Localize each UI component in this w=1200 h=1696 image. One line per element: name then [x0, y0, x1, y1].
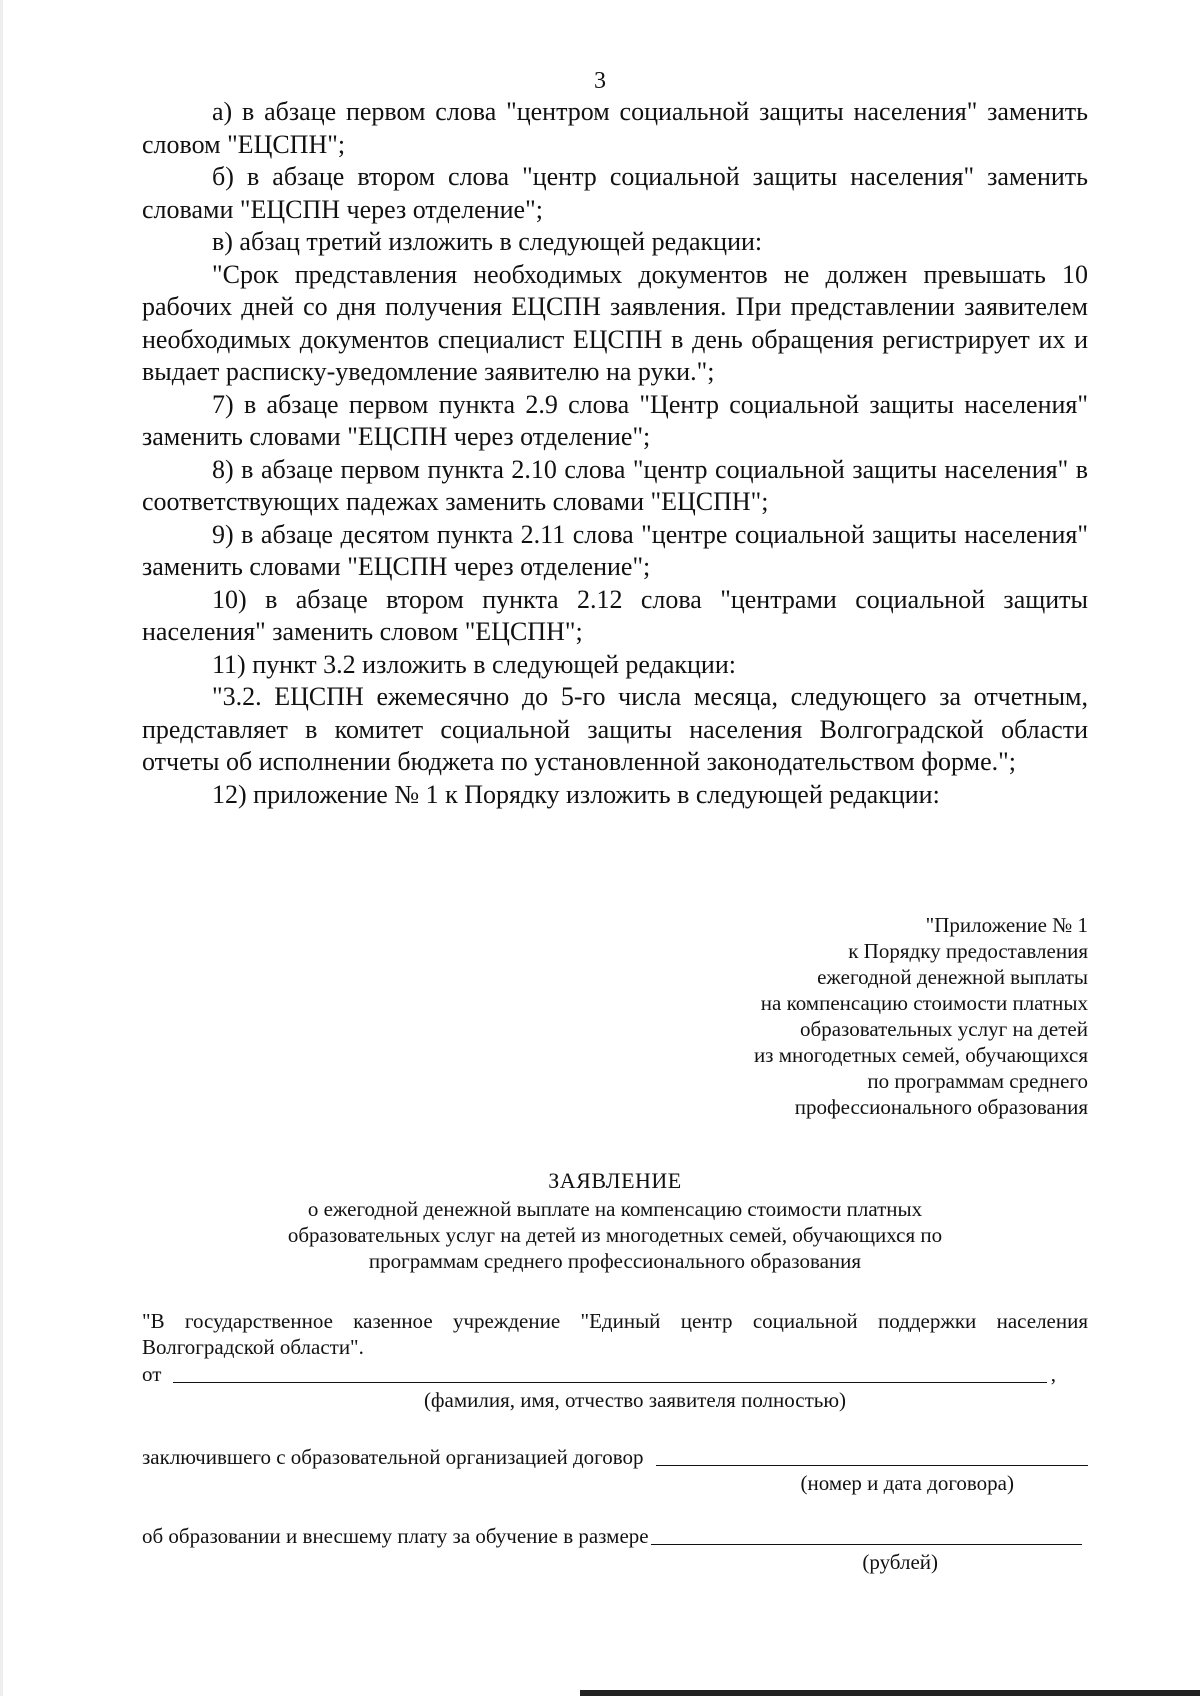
paragraph: 12) приложение № 1 к Порядку изложить в следующей редакции:: [212, 779, 940, 809]
paragraph: 7) в абзаце первом пункта 2.9 слова "Центр социальной защиты населения" заменить словами "ЕЦСПН через отделение";: [142, 389, 1088, 451]
statement-subtitle-line: образовательных услуг на детей из многодетных семей, обучающихся по: [287, 1223, 943, 1247]
paragraph: б) в абзаце втором слова "центр социальной защиты населения" заменить словами "ЕЦСПН через отделение";: [142, 162, 1088, 224]
appendix-line: к Порядку предоставления: [848, 939, 1088, 963]
paragraph: 8) в абзаце первом пункта 2.10 слова "центр социальной защиты населения" в соответствующих падежах заменить словами "ЕЦСПН";: [142, 454, 1088, 516]
page-number: 3: [594, 68, 606, 94]
applicant-name-field[interactable]: [173, 1360, 1046, 1383]
scan-edge: [0, 0, 3, 1696]
statement-heading: [142, 1168, 1088, 1274]
applicant-caption: (фамилия, имя, отчество заявителя полностью): [423, 1388, 847, 1412]
paragraph: "Срок представления необходимых документов не должен превышать 10 рабочих дней со дня получения ЕЦСПН заявления. При представлении заявителем необходимых документов специалист ЕЦСПН в день обращения регистрирует их и выдает расписку-уведомление заявителю на руки.";: [142, 259, 1088, 386]
statement-subtitle-line: программам среднего профессионального образования: [368, 1249, 862, 1273]
statement-subtitle-line: о ежегодной денежной выплате на компенсацию стоимости платных: [307, 1197, 923, 1221]
statement-title: ЗАЯВЛЕНИЕ: [548, 1168, 682, 1193]
application-form: [142, 1308, 1088, 1575]
contract-caption: (номер и дата договора): [800, 1471, 1014, 1495]
payment-amount-field[interactable]: [651, 1522, 1082, 1545]
contract-row: [142, 1443, 1088, 1470]
appendix-header: [528, 912, 1088, 1120]
paragraph: "3.2. ЕЦСПН ежемесячно до 5-го числа месяца, следующего за отчетным, представляет в комитет социальной защиты населения Волгоградской области отчеты об исполнении бюджета по установленной законодательством форме.";: [142, 682, 1088, 776]
paragraph: 9) в абзаце десятом пункта 2.11 слова "центре социальной защиты населения" заменить словами "ЕЦСПН через отделение";: [142, 519, 1088, 581]
from-suffix: ,: [1050, 1362, 1056, 1386]
appendix-line: "Приложение № 1: [925, 913, 1088, 937]
payment-row: [142, 1522, 1088, 1549]
paragraph: 11) пункт 3.2 изложить в следующей редакции:: [212, 649, 736, 679]
from-label: от: [142, 1362, 162, 1386]
payment-caption: (рублей): [862, 1550, 938, 1574]
scan-bottom-shadow: [580, 1690, 1200, 1696]
appendix-line: из многодетных семей, обучающихся: [753, 1043, 1088, 1067]
appendix-line: профессионального образования: [794, 1095, 1088, 1119]
contract-field[interactable]: [656, 1443, 1088, 1466]
appendix-line: по программам среднего: [867, 1069, 1088, 1093]
paragraph: в) абзац третий изложить в следующей редакции:: [212, 227, 763, 256]
appendix-line: ежегодной денежной выплаты: [817, 965, 1088, 989]
appendix-line: на компенсацию стоимости платных: [760, 991, 1088, 1015]
applicant-row: [142, 1360, 1088, 1387]
recipient-text: "В государственное казенное учреждение "Единый центр социальной поддержки населения Волгоградской области".: [142, 1309, 1088, 1359]
payment-label: об образовании и внесшему плату за обучение в размере: [142, 1524, 649, 1548]
contract-label: заключившего с образовательной организацией договор: [142, 1445, 644, 1469]
amendments-text: [142, 96, 1088, 811]
paragraph: а) в абзаце первом слова "центром социальной защиты населения" заменить словом "ЕЦСПН";: [142, 97, 1088, 159]
appendix-line: образовательных услуг на детей: [800, 1017, 1088, 1041]
paragraph: 10) в абзаце втором пункта 2.12 слова "центрами социальной защиты населения" заменить словом "ЕЦСПН";: [142, 584, 1088, 646]
